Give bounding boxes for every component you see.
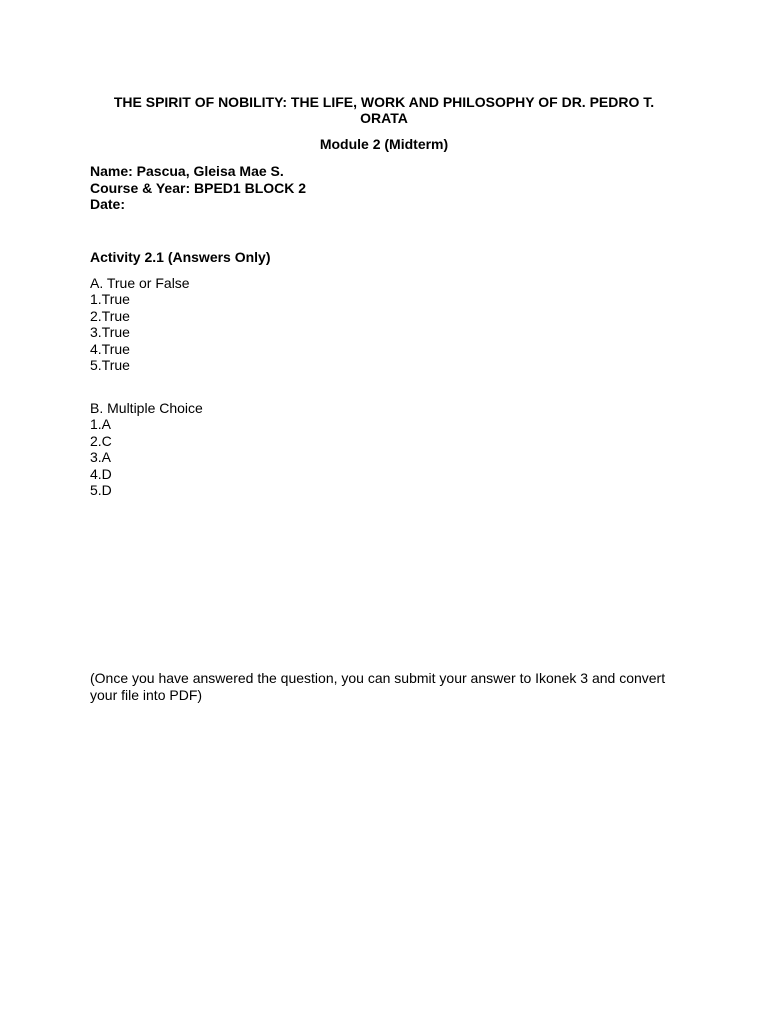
answer-item: 5.True — [90, 357, 130, 374]
module-heading: Module 2 (Midterm) — [319, 136, 449, 152]
answer-item: 4.D — [90, 465, 112, 482]
student-info-block — [90, 163, 306, 213]
answer-item: 1.A — [90, 416, 112, 433]
course-year: Course & Year: BPED1 BLOCK 2 — [90, 179, 307, 196]
answer-item: 2.C — [90, 432, 112, 449]
answer-item: 1.True — [90, 291, 130, 308]
activity-heading: Activity 2.1 (Answers Only) — [90, 249, 271, 265]
answer-item: 3.True — [90, 324, 130, 341]
true-false-section — [90, 275, 190, 373]
multiple-choice-heading: B. Multiple Choice — [90, 400, 203, 416]
date-field: Date: — [90, 196, 126, 212]
true-false-heading: A. True or False — [90, 275, 190, 291]
student-name: Name: Pascua, Gleisa Mae S. — [90, 163, 284, 179]
answer-item: 2.True — [90, 307, 130, 324]
answer-item: 3.A — [90, 449, 112, 466]
multiple-choice-section — [90, 400, 203, 498]
document-title: THE SPIRIT OF NOBILITY: THE LIFE, WORK AND PHILOSOPHY OF DR. PEDRO T. ORATA — [113, 94, 655, 126]
answer-item: 5.D — [90, 482, 112, 499]
submission-note: (Once you have answered the question, you can submit your answer to Ikonek 3 and convert your file into PDF) — [90, 670, 666, 703]
answer-item: 4.True — [90, 340, 130, 357]
